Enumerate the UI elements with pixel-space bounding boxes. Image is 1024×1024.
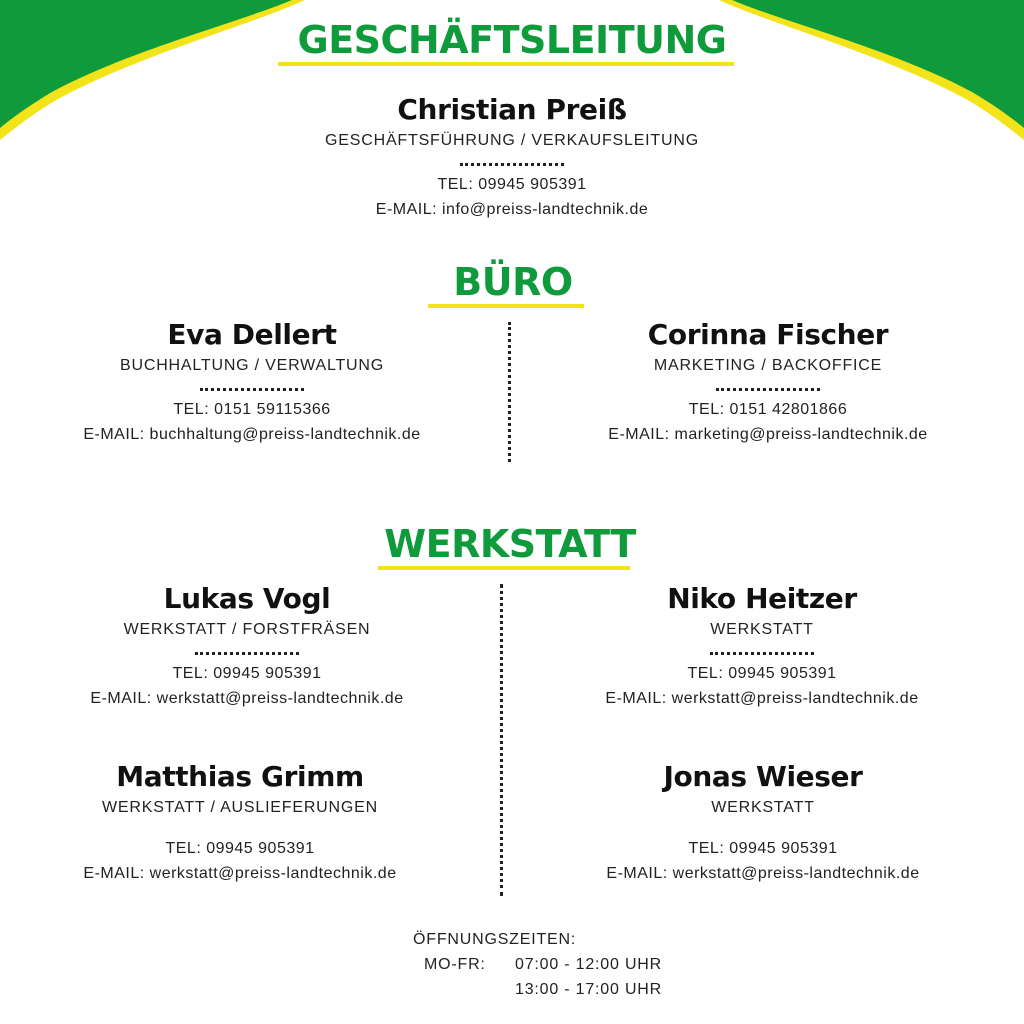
contact-phone[interactable]: TEL: 09945 905391 [437,176,587,193]
contact-name: Eva Dellert [167,318,337,351]
section-underline-management [278,62,734,66]
section-title-workshop: WERKSTATT [384,522,636,566]
contact-phone[interactable]: TEL: 09945 905391 [688,840,838,857]
column-divider-office [508,322,511,462]
contact-email[interactable]: E-MAIL: info@preiss-landtechnik.de [375,201,649,218]
opening-hours-label: ÖFFNUNGSZEITEN: [413,931,577,948]
contact-email[interactable]: E-MAIL: buchhaltung@preiss-landtechnik.de [83,426,421,443]
column-divider-workshop [500,584,503,896]
contact-card-fischer [538,318,998,447]
contact-phone[interactable]: TEL: 09945 905391 [165,840,315,857]
spacer [188,820,292,830]
dotted-divider [716,378,820,391]
contact-card-grimm [10,760,470,886]
section-underline-office [428,304,584,308]
contact-email[interactable]: E-MAIL: marketing@preiss-landtechnik.de [608,426,928,443]
spacer [711,820,815,830]
section-title-management: GESCHÄFTSLEITUNG [297,18,727,62]
contact-role: WERKSTATT [710,621,814,638]
contact-email[interactable]: E-MAIL: werkstatt@preiss-landtechnik.de [83,865,397,882]
dotted-divider [710,642,814,655]
contact-phone[interactable]: TEL: 0151 59115366 [173,401,331,418]
dotted-divider [460,153,564,166]
contact-phone[interactable]: TEL: 09945 905391 [687,665,837,682]
contact-role: WERKSTATT / FORSTFRÄSEN [123,621,371,638]
contact-name: Lukas Vogl [163,582,331,615]
contact-name: Corinna Fischer [647,318,889,351]
dotted-divider [200,378,304,391]
contact-card-dellert [22,318,482,447]
contact-name: Niko Heitzer [667,582,857,615]
contact-phone[interactable]: TEL: 09945 905391 [172,665,322,682]
contact-card-wieser [538,760,988,886]
contact-role: GESCHÄFTSFÜHRUNG / VERKAUFSLEITUNG [325,132,699,149]
contact-email[interactable]: E-MAIL: werkstatt@preiss-landtechnik.de [90,690,404,707]
section-underline-workshop [378,566,630,570]
opening-hours-slot-2: 13:00 - 17:00 UHR [515,981,663,998]
contact-phone[interactable]: TEL: 0151 42801866 [688,401,848,418]
opening-hours-days: MO-FR: [424,956,486,973]
contact-role: MARKETING / BACKOFFICE [653,357,883,374]
contact-name: Christian Preiß [397,93,627,126]
contact-card-preiss [262,93,762,222]
dotted-divider [195,642,299,655]
contact-role: BUCHHALTUNG / VERWALTUNG [120,357,384,374]
contact-email[interactable]: E-MAIL: werkstatt@preiss-landtechnik.de [605,690,919,707]
contact-card-vogl [22,582,472,711]
contact-card-heitzer [532,582,992,711]
contact-name: Matthias Grimm [116,760,364,793]
contact-role: WERKSTATT [711,799,815,816]
contact-email[interactable]: E-MAIL: werkstatt@preiss-landtechnik.de [606,865,920,882]
contact-role: WERKSTATT / AUSLIEFERUNGEN [102,799,378,816]
contact-name: Jonas Wieser [663,760,863,793]
section-title-office: BÜRO [453,260,573,304]
opening-hours-slot-1: 07:00 - 12:00 UHR [515,956,663,973]
